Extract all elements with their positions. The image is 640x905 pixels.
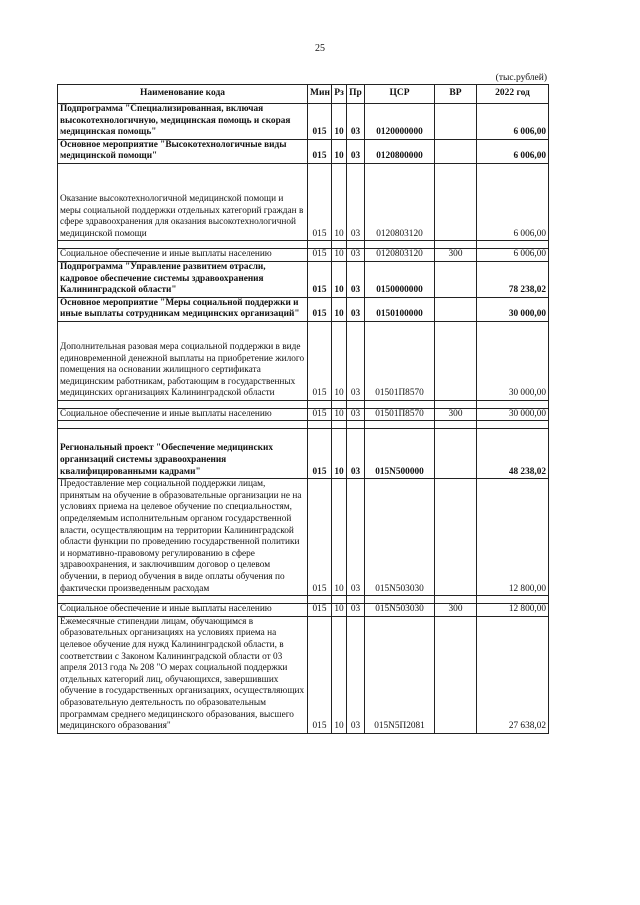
cell-csr: 0150100000	[365, 297, 435, 321]
cell-rz: 10	[332, 408, 347, 421]
cell-pr: 03	[347, 261, 365, 297]
cell-amount: 30 000,00	[477, 408, 549, 421]
cell-csr: 015N503030	[365, 604, 435, 617]
cell-amount: 30 000,00	[477, 297, 549, 321]
cell-csr: 01501П8570	[365, 321, 435, 400]
cell-pr: 03	[347, 297, 365, 321]
cell-name: Социальное обеспечение и иные выплаты населению	[58, 249, 308, 262]
spacer-row	[58, 421, 549, 429]
header-rz: Рз	[332, 85, 347, 104]
page-number: 25	[315, 43, 325, 54]
cell-min: 015	[308, 429, 332, 479]
cell-pr: 03	[347, 408, 365, 421]
cell-rz: 10	[332, 616, 347, 733]
cell-pr: 03	[347, 429, 365, 479]
cell-rz: 10	[332, 479, 347, 596]
cell-name: Подпрограмма "Специализированная, включая высокотехнологичную, медицинская помощь и скорая медицинская помощь"	[58, 104, 308, 140]
table-row	[58, 139, 549, 163]
cell-csr: 01501П8570	[365, 408, 435, 421]
table-row	[58, 408, 549, 421]
table-row	[58, 321, 549, 400]
table-row	[58, 616, 549, 733]
cell-min: 015	[308, 604, 332, 617]
cell-pr: 03	[347, 616, 365, 733]
cell-rz: 10	[332, 104, 347, 140]
cell-vr	[435, 163, 477, 240]
header-csr: ЦСР	[365, 85, 435, 104]
cell-min: 015	[308, 616, 332, 733]
cell-amount: 78 238,02	[477, 261, 549, 297]
cell-csr: 015N5П2081	[365, 616, 435, 733]
cell-min: 015	[308, 139, 332, 163]
cell-min: 015	[308, 321, 332, 400]
cell-name: Основное мероприятие "Меры социальной поддержки и иные выплаты сотрудникам медицинских организаций"	[58, 297, 308, 321]
cell-csr: 015N500000	[365, 429, 435, 479]
cell-vr	[435, 261, 477, 297]
cell-csr: 0150000000	[365, 261, 435, 297]
cell-amount: 6 006,00	[477, 104, 549, 140]
cell-min: 015	[308, 249, 332, 262]
cell-csr: 0120800000	[365, 139, 435, 163]
cell-vr	[435, 104, 477, 140]
cell-pr: 03	[347, 139, 365, 163]
cell-rz: 10	[332, 249, 347, 262]
table-row	[58, 104, 549, 140]
header-name: Наименование кода	[58, 85, 308, 104]
cell-name: Подпрограмма "Управление развитием отрасли, кадровое обеспечение системы здравоохранения Калининградской области"	[58, 261, 308, 297]
cell-pr: 03	[347, 249, 365, 262]
table-row	[58, 163, 549, 240]
table-row	[58, 297, 549, 321]
cell-vr	[435, 139, 477, 163]
cell-amount: 30 000,00	[477, 321, 549, 400]
cell-vr: 300	[435, 249, 477, 262]
cell-csr: 0120000000	[365, 104, 435, 140]
cell-min: 015	[308, 104, 332, 140]
cell-rz: 10	[332, 261, 347, 297]
cell-vr	[435, 321, 477, 400]
table-row	[58, 479, 549, 596]
cell-min: 015	[308, 261, 332, 297]
cell-name: Дополнительная разовая мера социальной поддержки в виде единовременной денежной выплаты на приобретение жилого помещения на основании жилищного сертификата медицинским работникам, работающим в государственных медицинских организациях Калининградской области	[58, 321, 308, 400]
cell-rz: 10	[332, 297, 347, 321]
cell-name: Предоставление мер социальной поддержки лицам, принятым на обучение в образовательные организации не на условиях приема на целевое обучение по специальностям, определяемым исполнительным органом государственной власти, осуществляющим на территории Калининградской области функции по проведению государственной политики и нормативно-правовому регулированию в сфере здравоохранения, и заключившим договор о целевом обучении, в период обучения в виде оплаты обучения по фактически произведенным расходам	[58, 479, 308, 596]
table-row	[58, 249, 549, 262]
budget-table	[57, 84, 549, 734]
cell-csr: 0120803120	[365, 249, 435, 262]
cell-rz: 10	[332, 139, 347, 163]
cell-name: Основное мероприятие "Высокотехнологичные виды медицинской помощи"	[58, 139, 308, 163]
cell-amount: 48 238,02	[477, 429, 549, 479]
cell-amount: 12 800,00	[477, 479, 549, 596]
cell-name: Оказание высокотехнологичной медицинской помощи и меры социальной поддержки отдельных категорий граждан в сфере здравоохранения для оказания высокотехнологичной медицинской помощи	[58, 163, 308, 240]
spacer-row	[58, 596, 549, 604]
cell-min: 015	[308, 479, 332, 596]
cell-pr: 03	[347, 479, 365, 596]
spacer-row	[58, 400, 549, 408]
cell-pr: 03	[347, 104, 365, 140]
cell-amount: 6 006,00	[477, 163, 549, 240]
cell-csr: 0120803120	[365, 163, 435, 240]
cell-vr: 300	[435, 408, 477, 421]
cell-rz: 10	[332, 321, 347, 400]
table-row	[58, 604, 549, 617]
units-label: (тыс.рублей)	[495, 73, 547, 83]
cell-vr	[435, 616, 477, 733]
table-row	[58, 429, 549, 479]
spacer-row	[58, 241, 549, 249]
cell-vr	[435, 479, 477, 596]
cell-rz: 10	[332, 429, 347, 479]
cell-csr: 015N503030	[365, 479, 435, 596]
cell-amount: 6 006,00	[477, 139, 549, 163]
cell-amount: 12 800,00	[477, 604, 549, 617]
header-pr: Пр	[347, 85, 365, 104]
table-row	[58, 261, 549, 297]
cell-pr: 03	[347, 321, 365, 400]
header-amount: 2022 год	[477, 85, 549, 104]
cell-rz: 10	[332, 163, 347, 240]
cell-amount: 6 006,00	[477, 249, 549, 262]
table-header-row	[58, 85, 549, 104]
cell-vr	[435, 297, 477, 321]
cell-name: Социальное обеспечение и иные выплаты населению	[58, 604, 308, 617]
cell-min: 015	[308, 297, 332, 321]
cell-rz: 10	[332, 604, 347, 617]
cell-pr: 03	[347, 163, 365, 240]
cell-vr	[435, 429, 477, 479]
cell-min: 015	[308, 408, 332, 421]
header-vr: ВР	[435, 85, 477, 104]
cell-name: Региональный проект "Обеспечение медицинских организаций системы здравоохранения квалифицированными кадрами"	[58, 429, 308, 479]
cell-name: Ежемесячные стипендии лицам, обучающимся в образовательных организациях на условиях приема на целевое обучение для нужд Калининградской области, в соответствии с Законом Калининградской области от 03 апреля 2013 года № 208 "О мерах социальной поддержки отдельных категорий лиц, обучающихся, завершивших обучение в государственных организациях, осуществляющих образовательную деятельность по образовательным программам среднего медицинского образования, высшего медицинского образования"	[58, 616, 308, 733]
cell-amount: 27 638,02	[477, 616, 549, 733]
cell-name: Социальное обеспечение и иные выплаты населению	[58, 408, 308, 421]
cell-vr: 300	[435, 604, 477, 617]
cell-min: 015	[308, 163, 332, 240]
header-min: Мин	[308, 85, 332, 104]
cell-pr: 03	[347, 604, 365, 617]
